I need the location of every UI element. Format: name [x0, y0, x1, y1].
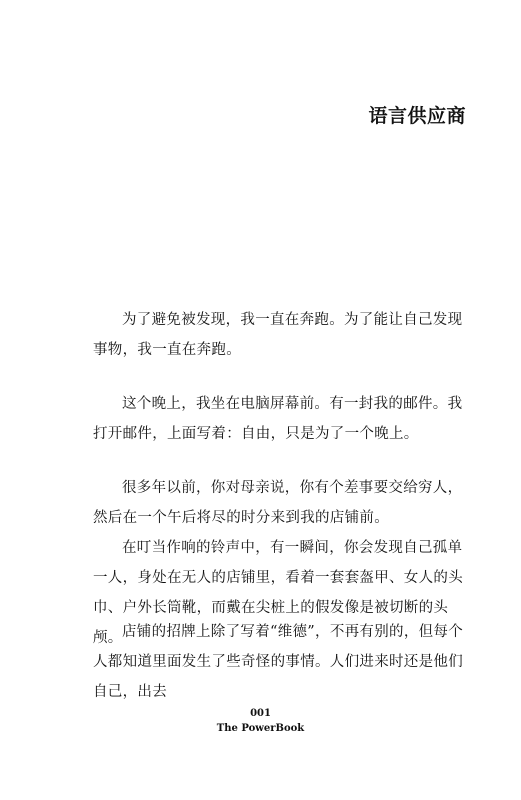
running-footer-title: The PowerBook [216, 723, 305, 734]
page-number: 001 [250, 708, 271, 719]
chapter-title: 语言供应商 [368, 105, 466, 127]
paragraph-2: 这个晚上，我坐在电脑屏幕前。有一封我的邮件。我打开邮件，上面写着：自由，只是为了一个晚上。 [93, 396, 463, 442]
paragraph-3: 很多年以前，你对母亲说，你有个差事要交给穷人，然后在一个午后将尽的时分来到我的店铺前。 [93, 480, 463, 526]
paragraph-4: 在叮当作响的铃声中，有一瞬间，你会发现自己孤单一人，身处在无人的店铺里，看着一套套盔甲、女人的头巾、户外长筒靴，而戴在尖桩上的假发像是被切断的头颅。 [93, 540, 463, 646]
paragraph-1: 为了避免被发现，我一直在奔跑。为了能让自己发现事物，我一直在奔跑。 [93, 312, 463, 358]
paragraph-5: 店铺的招牌上除了写着“维德”，不再有别的，但每个人都知道里面发生了些奇怪的事情。人们进来时还是他们自己，出去 [93, 624, 464, 700]
